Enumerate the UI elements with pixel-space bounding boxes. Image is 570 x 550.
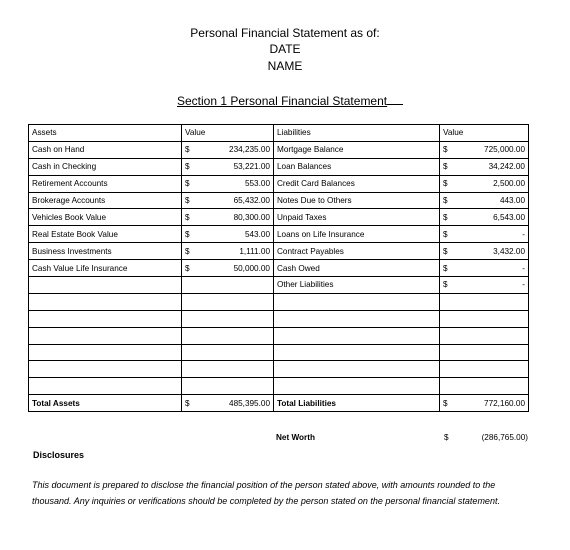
liability-value-cell: - (462, 260, 529, 277)
liability-dollar-cell (440, 378, 462, 395)
table-row (29, 310, 529, 327)
liability-dollar-cell (440, 361, 462, 378)
asset-value-cell: 553.00 (208, 175, 274, 192)
section-heading-text: Section 1 Personal Financial Statement (177, 94, 388, 108)
liability-value-cell (462, 327, 529, 344)
total-assets-value: 485,395.00 (208, 395, 274, 412)
asset-dollar-cell (182, 310, 208, 327)
asset-value-cell (208, 310, 274, 327)
liability-value-cell (462, 310, 529, 327)
asset-name-cell (29, 327, 182, 344)
col-header-liabilities: Liabilities (274, 125, 440, 142)
net-worth-dollar: $ (444, 433, 449, 442)
asset-value-cell (208, 344, 274, 361)
liability-dollar-cell: $ (440, 226, 462, 243)
liability-dollar-cell: $ (440, 243, 462, 260)
asset-name-cell (29, 344, 182, 361)
liability-value-cell: 34,242.00 (462, 158, 529, 175)
liability-name-cell: Loans on Life Insurance (274, 226, 440, 243)
liability-dollar-cell: $ (440, 209, 462, 226)
asset-value-cell (208, 378, 274, 395)
table-row (29, 141, 529, 158)
liability-dollar-cell: $ (440, 192, 462, 209)
asset-name-cell (29, 277, 182, 294)
table-row (29, 361, 529, 378)
liability-name-cell: Unpaid Taxes (274, 209, 440, 226)
asset-dollar-cell: $ (182, 226, 208, 243)
asset-value-cell: 80,300.00 (208, 209, 274, 226)
liability-value-cell: - (462, 277, 529, 294)
asset-dollar-cell: $ (182, 192, 208, 209)
asset-value-cell: 53,221.00 (208, 158, 274, 175)
asset-dollar-cell (182, 344, 208, 361)
financial-statement-table (28, 124, 529, 412)
net-worth-value: (286,765.00) (481, 433, 528, 442)
asset-name-cell (29, 361, 182, 378)
asset-value-cell: 234,235.00 (208, 141, 274, 158)
table-row (29, 192, 529, 209)
total-assets-label: Total Assets (29, 395, 182, 412)
liability-name-cell (274, 361, 440, 378)
asset-value-cell: 543.00 (208, 226, 274, 243)
asset-dollar-cell: $ (182, 209, 208, 226)
asset-name-cell (29, 378, 182, 395)
table-row (29, 327, 529, 344)
liability-value-cell: 443.00 (462, 192, 529, 209)
liability-value-cell: 3,432.00 (462, 243, 529, 260)
table-row (29, 293, 529, 310)
table-row (29, 226, 529, 243)
asset-value-cell (208, 361, 274, 378)
liability-dollar-cell: $ (440, 158, 462, 175)
asset-value-cell: 1,111.00 (208, 243, 274, 260)
liability-dollar-cell (440, 327, 462, 344)
asset-value-cell: 50,000.00 (208, 260, 274, 277)
liability-dollar-cell (440, 344, 462, 361)
col-header-asset-value: Value (182, 125, 274, 142)
liability-value-cell (462, 378, 529, 395)
total-liabilities-dollar: $ (440, 395, 462, 412)
asset-dollar-cell: $ (182, 175, 208, 192)
liability-name-cell (274, 310, 440, 327)
asset-value-cell: 65,432.00 (208, 192, 274, 209)
asset-dollar-cell (182, 378, 208, 395)
disclosures-heading: Disclosures (33, 450, 85, 460)
liability-name-cell: Mortgage Balance (274, 141, 440, 158)
liability-dollar-cell: $ (440, 277, 462, 294)
liability-dollar-cell (440, 310, 462, 327)
asset-dollar-cell (182, 293, 208, 310)
liability-dollar-cell (440, 293, 462, 310)
total-assets-dollar: $ (182, 395, 208, 412)
liability-value-cell (462, 361, 529, 378)
asset-value-cell (208, 293, 274, 310)
liability-value-cell: 725,000.00 (462, 141, 529, 158)
table-row (29, 209, 529, 226)
asset-dollar-cell (182, 277, 208, 294)
liability-value-cell: 6,543.00 (462, 209, 529, 226)
table-header-row (29, 125, 529, 142)
disclosures-text: This document is prepared to disclose the financial position of the person stated above, with amounts rounded to the thousand. Any inquiries or verifications should be completed by the person stated on the personal financial statement. (32, 480, 500, 506)
statement-name: NAME (267, 59, 303, 73)
table-row (29, 243, 529, 260)
section-underline-pad (387, 93, 403, 105)
table-row (29, 378, 529, 395)
asset-name-cell: Vehicles Book Value (29, 209, 182, 226)
col-header-liability-value: Value (440, 125, 529, 142)
statement-date: DATE (269, 42, 301, 56)
liability-name-cell (274, 378, 440, 395)
table-row (29, 175, 529, 192)
statement-title: Personal Financial Statement as of: (190, 26, 380, 40)
liability-name-cell (274, 327, 440, 344)
asset-name-cell: Cash in Checking (29, 158, 182, 175)
asset-dollar-cell: $ (182, 243, 208, 260)
asset-name-cell (29, 293, 182, 310)
asset-dollar-cell (182, 327, 208, 344)
liability-value-cell (462, 344, 529, 361)
asset-name-cell: Cash Value Life Insurance (29, 260, 182, 277)
asset-name-cell: Retirement Accounts (29, 175, 182, 192)
liability-value-cell (462, 293, 529, 310)
liability-value-cell: - (462, 226, 529, 243)
liability-name-cell: Cash Owed (274, 260, 440, 277)
asset-dollar-cell (182, 361, 208, 378)
liability-name-cell: Loan Balances (274, 158, 440, 175)
section-heading (177, 93, 403, 108)
table-row (29, 277, 529, 294)
asset-dollar-cell: $ (182, 260, 208, 277)
asset-dollar-cell: $ (182, 158, 208, 175)
liability-name-cell: Other Liabilities (274, 277, 440, 294)
asset-value-cell (208, 327, 274, 344)
liability-name-cell (274, 293, 440, 310)
liability-value-cell: 2,500.00 (462, 175, 529, 192)
total-liabilities-label: Total Liabilities (274, 395, 440, 412)
asset-name-cell: Business Investments (29, 243, 182, 260)
totals-row (29, 395, 529, 412)
asset-name-cell: Real Estate Book Value (29, 226, 182, 243)
liability-dollar-cell: $ (440, 141, 462, 158)
col-header-assets: Assets (29, 125, 182, 142)
table-row (29, 260, 529, 277)
liability-name-cell: Credit Card Balances (274, 175, 440, 192)
asset-name-cell: Cash on Hand (29, 141, 182, 158)
liability-dollar-cell: $ (440, 175, 462, 192)
table-row (29, 344, 529, 361)
liability-dollar-cell: $ (440, 260, 462, 277)
table-row (29, 158, 529, 175)
asset-name-cell (29, 310, 182, 327)
total-liabilities-value: 772,160.00 (462, 395, 529, 412)
asset-value-cell (208, 277, 274, 294)
asset-name-cell: Brokerage Accounts (29, 192, 182, 209)
liability-name-cell: Contract Payables (274, 243, 440, 260)
net-worth-label: Net Worth (276, 433, 315, 442)
asset-dollar-cell: $ (182, 141, 208, 158)
liability-name-cell: Notes Due to Others (274, 192, 440, 209)
liability-name-cell (274, 344, 440, 361)
